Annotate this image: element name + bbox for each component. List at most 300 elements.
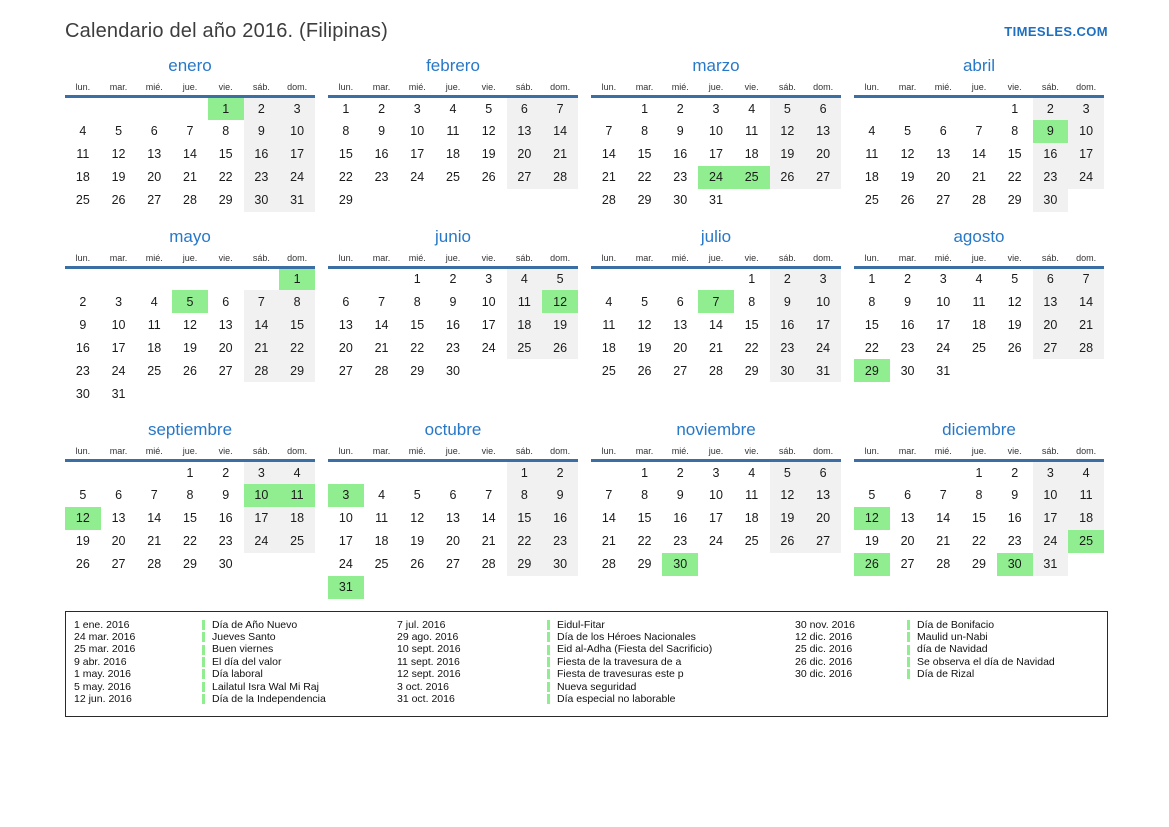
week-row [328, 267, 578, 290]
day-cell: 21 [972, 170, 986, 184]
day-cell: 31 [279, 189, 315, 212]
day-cell: 12 [770, 120, 806, 143]
day-cell: 28 [936, 557, 951, 571]
legend-holiday-label: Día laboral [212, 668, 263, 681]
week-row [65, 97, 315, 120]
day-cell: 8 [413, 294, 421, 309]
day-cell: 5 [413, 488, 421, 502]
day-cell-empty [507, 189, 543, 212]
day-cell: 30 [770, 359, 806, 382]
day-cell: 1 [641, 465, 649, 480]
weekday-header: sáb. [1041, 252, 1059, 263]
day-cell: 8 [222, 124, 230, 138]
day-cell-empty [435, 189, 471, 212]
month-grid [591, 446, 841, 576]
day-cell: 16 [1033, 143, 1069, 166]
month-title: enero [168, 56, 212, 75]
week-row [591, 290, 841, 313]
weekday-header: jue. [708, 446, 724, 456]
month-calendar [591, 56, 841, 212]
day-cell: 11 [1068, 484, 1104, 507]
weekday-header: lun. [601, 446, 617, 456]
day-cell: 20 [111, 534, 126, 548]
legend-item [795, 668, 1101, 680]
month-calendar [328, 227, 578, 406]
page-title: Calendario del año 2016. (Filipinas) [65, 20, 388, 42]
day-cell: 30 [542, 553, 578, 576]
week-row [591, 359, 841, 382]
day-cell: 19 [770, 507, 806, 530]
day-cell-empty [364, 576, 400, 599]
day-cell: 28 [147, 557, 162, 571]
week-row [328, 530, 578, 553]
week-row [854, 166, 1104, 189]
week-row [854, 461, 1104, 484]
holiday-marker-icon [907, 669, 910, 679]
day-cell: 23 [75, 363, 90, 378]
day-cell: 24 [709, 534, 723, 548]
day-cell: 11 [446, 124, 460, 138]
weekday-header: lun. [338, 252, 354, 263]
day-cell: 26 [542, 336, 578, 359]
day-cell: 7 [939, 488, 947, 502]
day-cell: 9 [449, 294, 457, 309]
weekday-header: mar. [898, 82, 917, 92]
weekday-header-row [328, 82, 578, 97]
week-row [328, 484, 578, 507]
day-cell-empty [507, 576, 543, 599]
weekday-header: jue. [971, 446, 987, 456]
weekday-header: mar. [898, 252, 917, 263]
day-cell: 24 [279, 166, 315, 189]
day-cell: 24 [698, 166, 734, 189]
day-cell: 22 [218, 170, 233, 184]
weekday-header: dom. [287, 82, 308, 92]
day-cell: 17 [805, 313, 841, 336]
weekday-header: sáb. [515, 82, 533, 92]
day-cell: 9 [1033, 120, 1069, 143]
day-cell: 12 [542, 290, 578, 313]
legend-column [74, 619, 397, 706]
day-cell-empty [399, 576, 435, 599]
weekday-header: mié. [671, 82, 689, 92]
day-cell: 24 [244, 530, 280, 553]
weekday-header-row [591, 446, 841, 461]
day-cell: 28 [601, 557, 616, 571]
day-cell: 4 [79, 124, 87, 138]
day-cell: 2 [79, 294, 87, 309]
day-cell: 21 [244, 336, 280, 359]
week-row [65, 336, 315, 359]
weekday-header: sáb. [778, 82, 796, 92]
day-cell: 1 [279, 267, 315, 290]
weekday-header: mar. [898, 446, 917, 456]
day-cell: 3 [939, 272, 947, 287]
day-cell: 1 [208, 97, 244, 120]
weekday-header: mié. [145, 252, 163, 263]
day-cell: 24 [111, 363, 126, 378]
day-cell: 27 [111, 557, 126, 571]
week-row [591, 461, 841, 484]
week-row [65, 143, 315, 166]
day-cell: 28 [709, 363, 723, 378]
legend-name [547, 693, 676, 705]
day-cell: 28 [374, 363, 389, 378]
week-row [591, 120, 841, 143]
day-cell: 14 [936, 511, 951, 525]
day-cell: 27 [147, 193, 162, 207]
day-cell: 9 [904, 294, 912, 309]
weekday-header: mar. [372, 82, 391, 92]
day-cell: 15 [972, 511, 986, 525]
day-cell-empty [805, 189, 841, 212]
day-cell: 27 [1033, 336, 1069, 359]
legend-date: 30 dic. 2016 [795, 668, 853, 681]
day-cell: 15 [507, 507, 543, 530]
day-cell: 7 [542, 97, 578, 120]
legend-holiday-label: Día de Bonifacio [917, 618, 995, 631]
day-cell: 9 [542, 484, 578, 507]
day-cell: 22 [279, 336, 315, 359]
day-cell: 11 [602, 317, 616, 332]
weekday-header: sáb. [515, 446, 533, 456]
day-cell: 16 [218, 511, 233, 525]
week-row [854, 290, 1104, 313]
day-cell: 3 [805, 267, 841, 290]
day-cell: 26 [900, 193, 915, 207]
weekday-header: mar. [109, 82, 128, 92]
day-cell: 23 [673, 534, 688, 548]
day-cell: 14 [972, 147, 986, 161]
month-grid [65, 446, 315, 576]
week-row [328, 166, 578, 189]
weekday-header: sáb. [252, 446, 270, 456]
day-cell-empty [734, 553, 770, 576]
day-cell: 31 [805, 359, 841, 382]
legend-item [397, 693, 795, 705]
day-cell: 4 [605, 294, 613, 309]
weekday-header-row [854, 446, 1104, 461]
day-cell-empty [890, 97, 926, 120]
week-row [591, 336, 841, 359]
legend-name [202, 619, 297, 631]
day-cell-empty [65, 97, 101, 120]
week-row [854, 507, 1104, 530]
day-cell: 14 [542, 120, 578, 143]
day-cell: 23 [900, 340, 915, 355]
day-cell-empty [101, 461, 137, 484]
day-cell-empty [698, 553, 734, 576]
weekday-header: vie. [1007, 252, 1022, 263]
day-cell-empty [208, 382, 244, 405]
day-cell: 20 [338, 340, 353, 355]
week-row [65, 382, 315, 405]
weekday-header: dom. [1076, 446, 1097, 456]
day-cell: 14 [481, 511, 496, 525]
month-calendar [591, 227, 841, 406]
legend-holiday-label: Se observa el día de Navidad [917, 655, 1055, 668]
day-cell: 20 [218, 340, 233, 355]
day-cell: 7 [485, 488, 493, 502]
weekday-header: lun. [601, 252, 617, 263]
day-cell: 29 [218, 193, 233, 207]
holiday-marker-icon [907, 620, 910, 630]
week-row [328, 461, 578, 484]
day-cell: 26 [75, 557, 90, 571]
month-grid [65, 253, 315, 406]
day-cell: 26 [481, 170, 496, 184]
day-cell: 6 [805, 97, 841, 120]
week-row [591, 484, 841, 507]
weekday-header: mar. [109, 252, 128, 263]
legend-date: 25 mar. 2016 [74, 643, 136, 656]
day-cell: 5 [904, 124, 912, 138]
day-cell: 9 [79, 317, 87, 332]
day-cell: 3 [244, 461, 280, 484]
day-cell-empty [328, 461, 364, 484]
day-cell-empty [662, 267, 698, 290]
day-cell-empty [591, 97, 627, 120]
legend-name [202, 693, 326, 705]
day-cell: 24 [481, 340, 496, 355]
day-cell: 30 [446, 363, 460, 378]
day-cell: 15 [637, 147, 652, 161]
day-cell: 27 [936, 193, 951, 207]
day-cell: 28 [481, 557, 496, 571]
month-calendar [65, 227, 315, 406]
legend-holiday-label: Lailatul Isra Wal Mi Raj [212, 680, 319, 693]
day-cell: 5 [115, 124, 123, 138]
day-cell: 8 [748, 294, 756, 309]
day-cell: 27 [338, 363, 353, 378]
day-cell: 19 [1007, 317, 1022, 332]
day-cell: 27 [805, 530, 841, 553]
week-row [854, 97, 1104, 120]
day-cell: 17 [709, 511, 723, 525]
day-cell: 6 [904, 488, 912, 502]
day-cell-empty [172, 382, 208, 405]
day-cell-empty [925, 461, 961, 484]
day-cell: 6 [115, 488, 123, 502]
weekday-header: jue. [708, 82, 724, 92]
week-row [328, 336, 578, 359]
day-cell: 16 [770, 313, 806, 336]
week-row [328, 553, 578, 576]
day-cell: 30 [997, 553, 1033, 576]
day-cell: 15 [744, 317, 759, 332]
day-cell: 20 [1033, 313, 1069, 336]
legend-name [547, 681, 636, 693]
day-cell: 23 [218, 534, 233, 548]
day-cell: 26 [770, 530, 806, 553]
weekday-header: sáb. [1041, 82, 1059, 92]
legend-holiday-label: El día del valor [212, 655, 282, 668]
legend-holiday-label: Día de Rizal [917, 668, 975, 681]
day-cell: 3 [279, 97, 315, 120]
week-row [854, 530, 1104, 553]
legend-date: 10 sept. 2016 [397, 643, 461, 656]
weekday-header: vie. [1007, 446, 1022, 456]
day-cell: 10 [279, 120, 315, 143]
day-cell: 11 [375, 511, 389, 525]
day-cell: 25 [507, 336, 543, 359]
day-cell: 19 [900, 170, 915, 184]
day-cell: 28 [972, 193, 986, 207]
day-cell: 4 [378, 488, 386, 502]
legend-date: 9 abr. 2016 [74, 655, 127, 668]
month-grid [328, 82, 578, 212]
day-cell-empty [854, 97, 890, 120]
day-cell: 13 [507, 120, 543, 143]
day-cell: 9 [378, 124, 386, 138]
day-cell: 3 [712, 465, 720, 480]
day-cell: 26 [410, 557, 425, 571]
day-cell: 8 [641, 124, 649, 138]
site-link[interactable]: TIMESLES.COM [1004, 24, 1108, 39]
legend-item [397, 631, 795, 643]
day-cell: 14 [601, 511, 616, 525]
day-cell: 6 [222, 294, 230, 309]
day-cell: 8 [641, 488, 649, 502]
day-cell: 5 [1011, 272, 1019, 287]
weekday-header: dom. [550, 252, 571, 263]
day-cell: 28 [244, 359, 280, 382]
weekday-header: vie. [218, 252, 233, 263]
day-cell: 16 [374, 147, 389, 161]
month-grid [328, 253, 578, 383]
weekday-header: dom. [813, 252, 834, 263]
day-cell: 10 [936, 294, 951, 309]
day-cell: 17 [1033, 507, 1069, 530]
legend-name [907, 668, 974, 680]
day-cell-empty [364, 461, 400, 484]
day-cell: 17 [481, 317, 496, 332]
day-cell: 18 [601, 340, 616, 355]
week-row [328, 290, 578, 313]
holiday-legend [65, 611, 1108, 718]
day-cell: 2 [1033, 97, 1069, 120]
week-row [854, 359, 1104, 382]
day-cell: 10 [1033, 484, 1069, 507]
weekday-header: mié. [408, 82, 426, 92]
day-cell-empty [471, 359, 507, 382]
day-cell: 27 [507, 166, 543, 189]
day-cell: 21 [542, 143, 578, 166]
day-cell-empty [961, 97, 997, 120]
weekday-header: vie. [744, 252, 759, 263]
day-cell-empty [101, 97, 137, 120]
week-row [328, 120, 578, 143]
weekday-header: dom. [813, 446, 834, 456]
month-grid [591, 253, 841, 383]
day-cell-empty [136, 461, 172, 484]
day-cell: 9 [1011, 488, 1019, 502]
day-cell: 28 [542, 166, 578, 189]
day-cell: 27 [218, 363, 233, 378]
legend-holiday-label: Eid al-Adha (Fiesta del Sacrificio) [557, 643, 713, 656]
month-grid [854, 253, 1104, 383]
legend-holiday-label: Fiesta de travesuras este p [557, 668, 684, 681]
day-cell-empty [136, 382, 172, 405]
day-cell: 13 [446, 511, 460, 525]
legend-date: 25 dic. 2016 [795, 643, 853, 656]
day-cell: 27 [673, 363, 688, 378]
legend-date: 29 ago. 2016 [397, 630, 459, 643]
day-cell: 25 [279, 530, 315, 553]
day-cell: 31 [328, 576, 364, 599]
legend-item [795, 656, 1101, 668]
week-row [65, 461, 315, 484]
day-cell-empty [101, 267, 137, 290]
day-cell: 20 [507, 143, 543, 166]
weekday-header: lun. [601, 82, 617, 92]
day-cell: 10 [410, 124, 425, 138]
day-cell: 8 [279, 290, 315, 313]
day-cell: 20 [805, 143, 841, 166]
day-cell-empty [698, 267, 734, 290]
day-cell: 12 [481, 124, 496, 138]
day-cell-empty [364, 189, 400, 212]
month-grid [328, 446, 578, 599]
day-cell: 6 [150, 124, 158, 138]
day-cell-empty [591, 267, 627, 290]
day-cell: 3 [485, 272, 493, 287]
day-cell: 23 [673, 170, 688, 184]
day-cell: 29 [338, 193, 353, 207]
day-cell: 19 [637, 340, 652, 355]
day-cell: 10 [338, 511, 353, 525]
day-cell: 15 [218, 147, 233, 161]
week-row [65, 530, 315, 553]
day-cell: 20 [805, 507, 841, 530]
day-cell: 3 [712, 101, 720, 116]
day-cell: 7 [1068, 267, 1104, 290]
day-cell: 16 [900, 317, 915, 332]
weekday-header: dom. [1076, 82, 1097, 92]
day-cell: 27 [805, 166, 841, 189]
day-cell: 24 [1068, 166, 1104, 189]
legend-holiday-label: Día de los Héroes Nacionales [557, 630, 696, 643]
day-cell: 12 [183, 317, 197, 332]
day-cell: 4 [449, 101, 457, 116]
day-cell: 2 [244, 97, 280, 120]
day-cell: 21 [601, 534, 616, 548]
day-cell: 30 [662, 553, 698, 576]
month-title: septiembre [147, 420, 233, 439]
month-title: febrero [426, 56, 480, 75]
legend-date: 31 oct. 2016 [397, 692, 455, 705]
day-cell: 4 [748, 101, 756, 116]
day-cell-empty [435, 576, 471, 599]
day-cell: 27 [900, 557, 915, 571]
day-cell: 11 [76, 147, 90, 161]
day-cell: 8 [507, 484, 543, 507]
day-cell: 25 [147, 363, 162, 378]
weekday-header: mar. [372, 252, 391, 263]
legend-name [202, 681, 319, 693]
day-cell: 23 [374, 170, 389, 184]
day-cell: 23 [446, 340, 460, 355]
day-cell: 17 [410, 147, 425, 161]
weekday-header: jue. [182, 82, 198, 92]
week-row [65, 267, 315, 290]
day-cell: 15 [410, 317, 425, 332]
week-row [591, 313, 841, 336]
day-cell: 13 [111, 511, 126, 525]
weekday-header: lun. [338, 82, 354, 92]
day-cell: 18 [147, 340, 162, 355]
weekday-header: lun. [338, 446, 354, 456]
